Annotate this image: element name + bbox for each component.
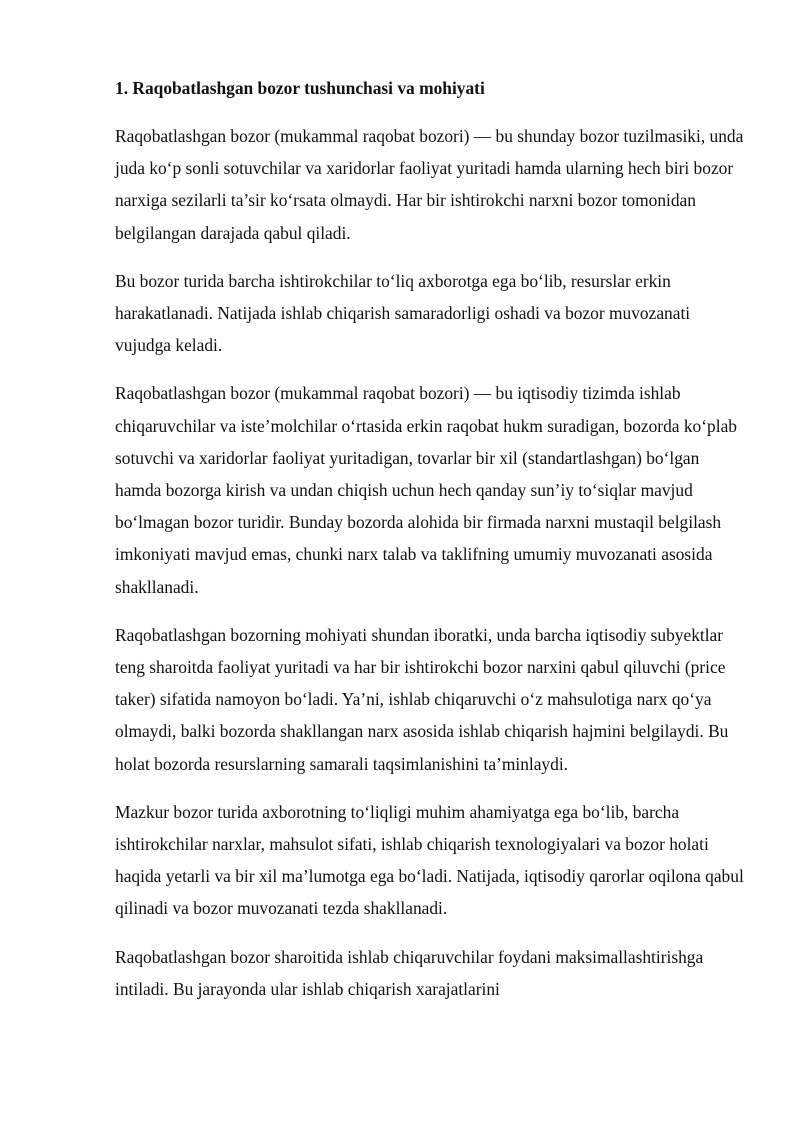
- section-heading: 1. Raqobatlashgan bozor tushunchasi va mohiyati: [115, 78, 485, 98]
- paragraph-3: Raqobatlashgan bozor (mukammal raqobat bozori) — bu iqtisodiy tizimda ishlab chiqaruvchilar va iste’molchilar o‘rtasida erkin raqobat hukm suradigan, bozorda ko‘plab sotuvchi va xaridorlar faoliyat yuritadigan, tovarlar bir xil (standartlashgan) bo‘lgan hamda bozorga kirish va undan chiqish uchun hech qanday sun’iy to‘siqlar mavjud bo‘lmagan bozor turidir. Bunday bozorda alohida bir firmada narxni mustaqil belgilash imkoniyati mavjud emas, chunki narx talab va taklifning umumiy muvozanati asosida shakllanadi.: [115, 383, 737, 597]
- paragraph-1: Raqobatlashgan bozor (mukammal raqobat bozori) — bu shunday bozor tuzilmasiki, unda juda ko‘p sonli sotuvchilar va xaridorlar faoliyat yuritadi hamda ularning hech biri bozor narxiga sezilarli ta’sir ko‘rsata olmaydi. Har bir ishtirokchi narxni bozor tomonidan belgilangan darajada qabul qiladi.: [115, 126, 744, 243]
- paragraph-4: Raqobatlashgan bozorning mohiyati shundan iboratki, unda barcha iqtisodiy subyektlar teng sharoitda faoliyat yuritadi va har bir ishtirokchi bozor narxini qabul qiluvchi (price taker) sifatida namoyon bo‘ladi. Ya’ni, ishlab chiqaruvchi o‘z mahsulotiga narx qo‘ya olmaydi, balki bozorda shakllangan narx asosida ishlab chiqarish hajmini belgilaydi. Bu holat bozorda resurslarning samarali taqsimlanishini ta’minlaydi.: [115, 624, 729, 774]
- paragraph-2: Bu bozor turida barcha ishtirokchilar to‘liq axborotga ega bo‘lib, resurslar erkin harakatlanadi. Natijada ishlab chiqarish samaradorligi oshadi va bozor muvozanati vujudga keladi.: [115, 270, 691, 356]
- paragraph-5: Mazkur bozor turida axborotning to‘liqligi muhim ahamiyatga ega bo‘lib, barcha ishtirokchilar narxlar, mahsulot sifati, ishlab chiqarish texnologiyalari va bozor holati haqida yetarli va bir xil ma’lumotga ega bo‘ladi. Natijada, iqtisodiy qarorlar oqilona qabul qilinadi va bozor muvozanati tezda shakllanadi.: [115, 801, 744, 919]
- document-body: [115, 72, 747, 1021]
- paragraph-6: Raqobatlashgan bozor sharoitida ishlab chiqaruvchilar foydani maksimallashtirishga intiladi. Bu jarayonda ular ishlab chiqarish xarajatlarini: [115, 946, 704, 999]
